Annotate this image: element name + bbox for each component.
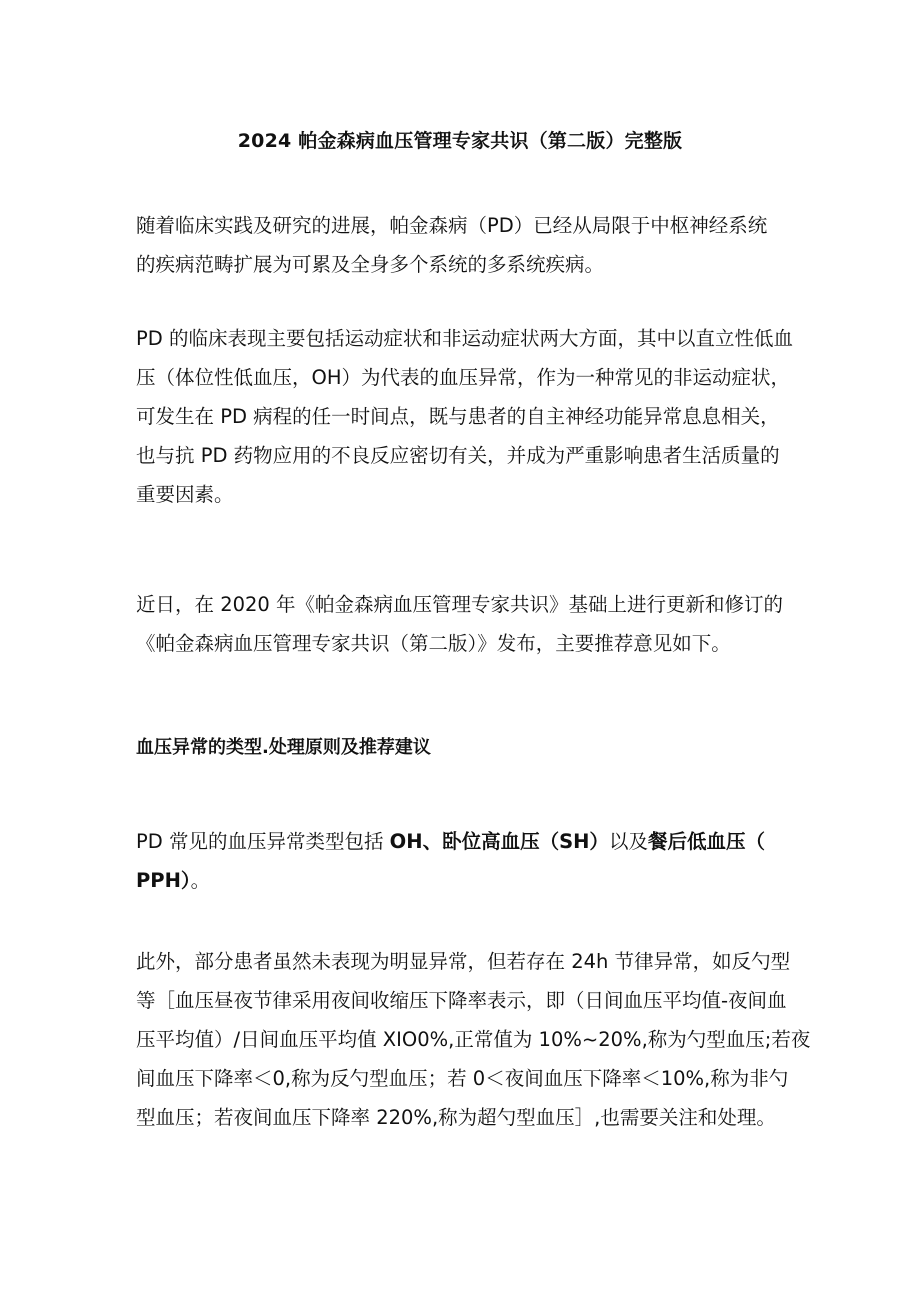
text-line xyxy=(136,822,836,861)
text-line: 近日，在 2020 年《帕金森病血压管理专家共识》基础上进行更新和修订的 xyxy=(136,593,784,616)
text-line: 压平均值）/日间血压平均值 XIO0%,正常值为 10%~20%,称为勺型血压;若夜 xyxy=(136,1028,811,1051)
paragraph-bp-types xyxy=(136,822,836,900)
section-heading: 血压异常的类型.处理原则及推荐建议 xyxy=(136,737,431,758)
text-line: 重要因素。 xyxy=(136,483,234,506)
text-line: 间血压下降率＜0,称为反勺型血压；若 0＜夜间血压下降率＜10%,称为非勺 xyxy=(136,1067,789,1090)
bold-term-oh-sh: OH、卧位高血压（SH） xyxy=(389,830,609,853)
text-run: 以及 xyxy=(608,830,648,853)
text-line: 压（体位性低血压，OH）为代表的血压异常，作为一种常见的非运动症状， xyxy=(136,366,791,389)
text-line: 等［血压昼夜节律采用夜间收缩压下降率表示，即（日间血压平均值-夜间血 xyxy=(136,989,787,1012)
text-line: PD 的临床表现主要包括运动症状和非运动症状两大方面，其中以直立性低血 xyxy=(136,327,793,350)
text-line: 《帕金森病血压管理专家共识（第二版）》发布，主要推荐意见如下。 xyxy=(136,632,731,655)
text-run: PD 常见的血压异常类型包括 xyxy=(136,830,390,853)
text-line: 型血压；若夜间血压下降率 220%,称为超勺型血压］,也需要关注和处理。 xyxy=(136,1106,776,1129)
bold-term-pph-abbr: PPH） xyxy=(136,869,191,892)
text-line: 的疾病范畴扩展为可累及全身多个系统的多系统疾病。 xyxy=(136,253,605,276)
text-line: 也与抗 PD 药物应用的不良反应密切有关，并成为严重影响患者生活质量的 xyxy=(136,444,780,467)
text-line xyxy=(136,861,836,900)
text-line: 此外，部分患者虽然未表现为明显异常，但若存在 24h 节律异常，如反勺型 xyxy=(136,950,791,973)
text-line: 随着临床实践及研究的进展，帕金森病（PD）已经从局限于中枢神经系统 xyxy=(136,214,768,237)
text-run: 。 xyxy=(190,869,211,892)
paragraph-intro xyxy=(136,206,836,284)
bold-term-pph: 餐后低血压（ xyxy=(647,830,765,853)
text-line: 可发生在 PD 病程的任一时间点，既与患者的自主神经功能异常息息相关， xyxy=(136,405,780,428)
paragraph-clinical-features xyxy=(136,319,836,514)
paragraph-release xyxy=(136,585,836,663)
document-title: 2024 帕金森病血压管理专家共识（第二版）完整版 xyxy=(237,130,683,152)
paragraph-rhythm xyxy=(136,942,836,1137)
